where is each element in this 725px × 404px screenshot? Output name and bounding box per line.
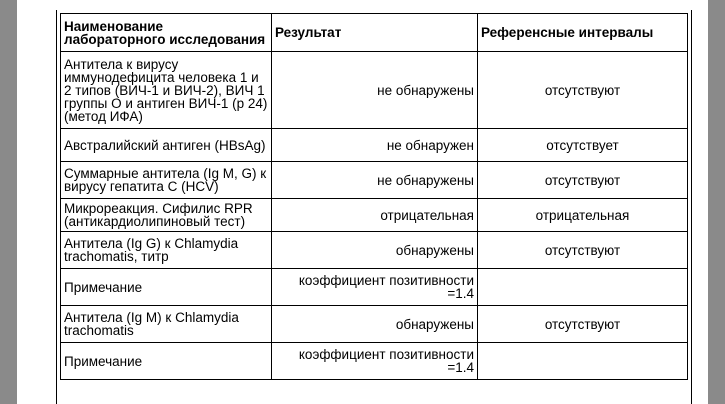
lab-results-table	[60, 13, 688, 380]
header-result: Результат	[272, 14, 478, 52]
result-cell: не обнаружены	[272, 162, 478, 199]
result-cell: коэффициент позитивности =1.4	[272, 269, 478, 306]
test-name-cell: Примечание	[61, 343, 272, 380]
test-name-cell: Суммарные антитела (Ig M, G) к вирусу гепатита С (HCV)	[61, 162, 272, 199]
reference-cell: отсутствуют	[478, 306, 688, 343]
reference-cell: отсутствуют	[478, 162, 688, 199]
reference-cell: отсутствует	[478, 129, 688, 162]
result-cell: коэффициент позитивности =1.4	[272, 343, 478, 380]
test-name-cell: Примечание	[61, 269, 272, 306]
table-row	[61, 343, 688, 380]
table-row	[61, 129, 688, 162]
table-row	[61, 162, 688, 199]
test-name-cell: Антитела (Ig M) к Chlamydia trachomatis	[61, 306, 272, 343]
result-cell: отрицательная	[272, 199, 478, 232]
reference-cell: отрицательная	[478, 199, 688, 232]
table-row	[61, 232, 688, 269]
table-row	[61, 269, 688, 306]
table-row	[61, 306, 688, 343]
test-name-cell: Микрореакция. Сифилис RPR (антикардиолипиновый тест)	[61, 199, 272, 232]
test-name-cell: Антитела (Ig G) к Chlamydia trachomatis, титр	[61, 232, 272, 269]
table-row	[61, 199, 688, 232]
left-margin-bar	[0, 0, 17, 404]
reference-cell	[478, 269, 688, 306]
right-margin-bar	[708, 0, 725, 404]
test-name-cell: Австралийский антиген (HBsAg)	[61, 129, 272, 162]
table-row	[61, 52, 688, 129]
reference-cell: отсутствуют	[478, 52, 688, 129]
result-cell: не обнаружены	[272, 52, 478, 129]
result-cell: обнаружены	[272, 306, 478, 343]
table-header-row	[61, 14, 688, 52]
reference-cell	[478, 343, 688, 380]
header-test-name: Наименование лабораторного исследования	[61, 14, 272, 52]
header-reference: Референсные интервалы	[478, 14, 688, 52]
result-cell: не обнаружен	[272, 129, 478, 162]
result-cell: обнаружены	[272, 232, 478, 269]
test-name-cell: Антитела к вирусу иммунодефицита человека 1 и 2 типов (ВИЧ-1 и ВИЧ-2), ВИЧ 1 группы О и антиген ВИЧ-1 (р 24) (метод ИФА)	[61, 52, 272, 129]
reference-cell: отсутствуют	[478, 232, 688, 269]
